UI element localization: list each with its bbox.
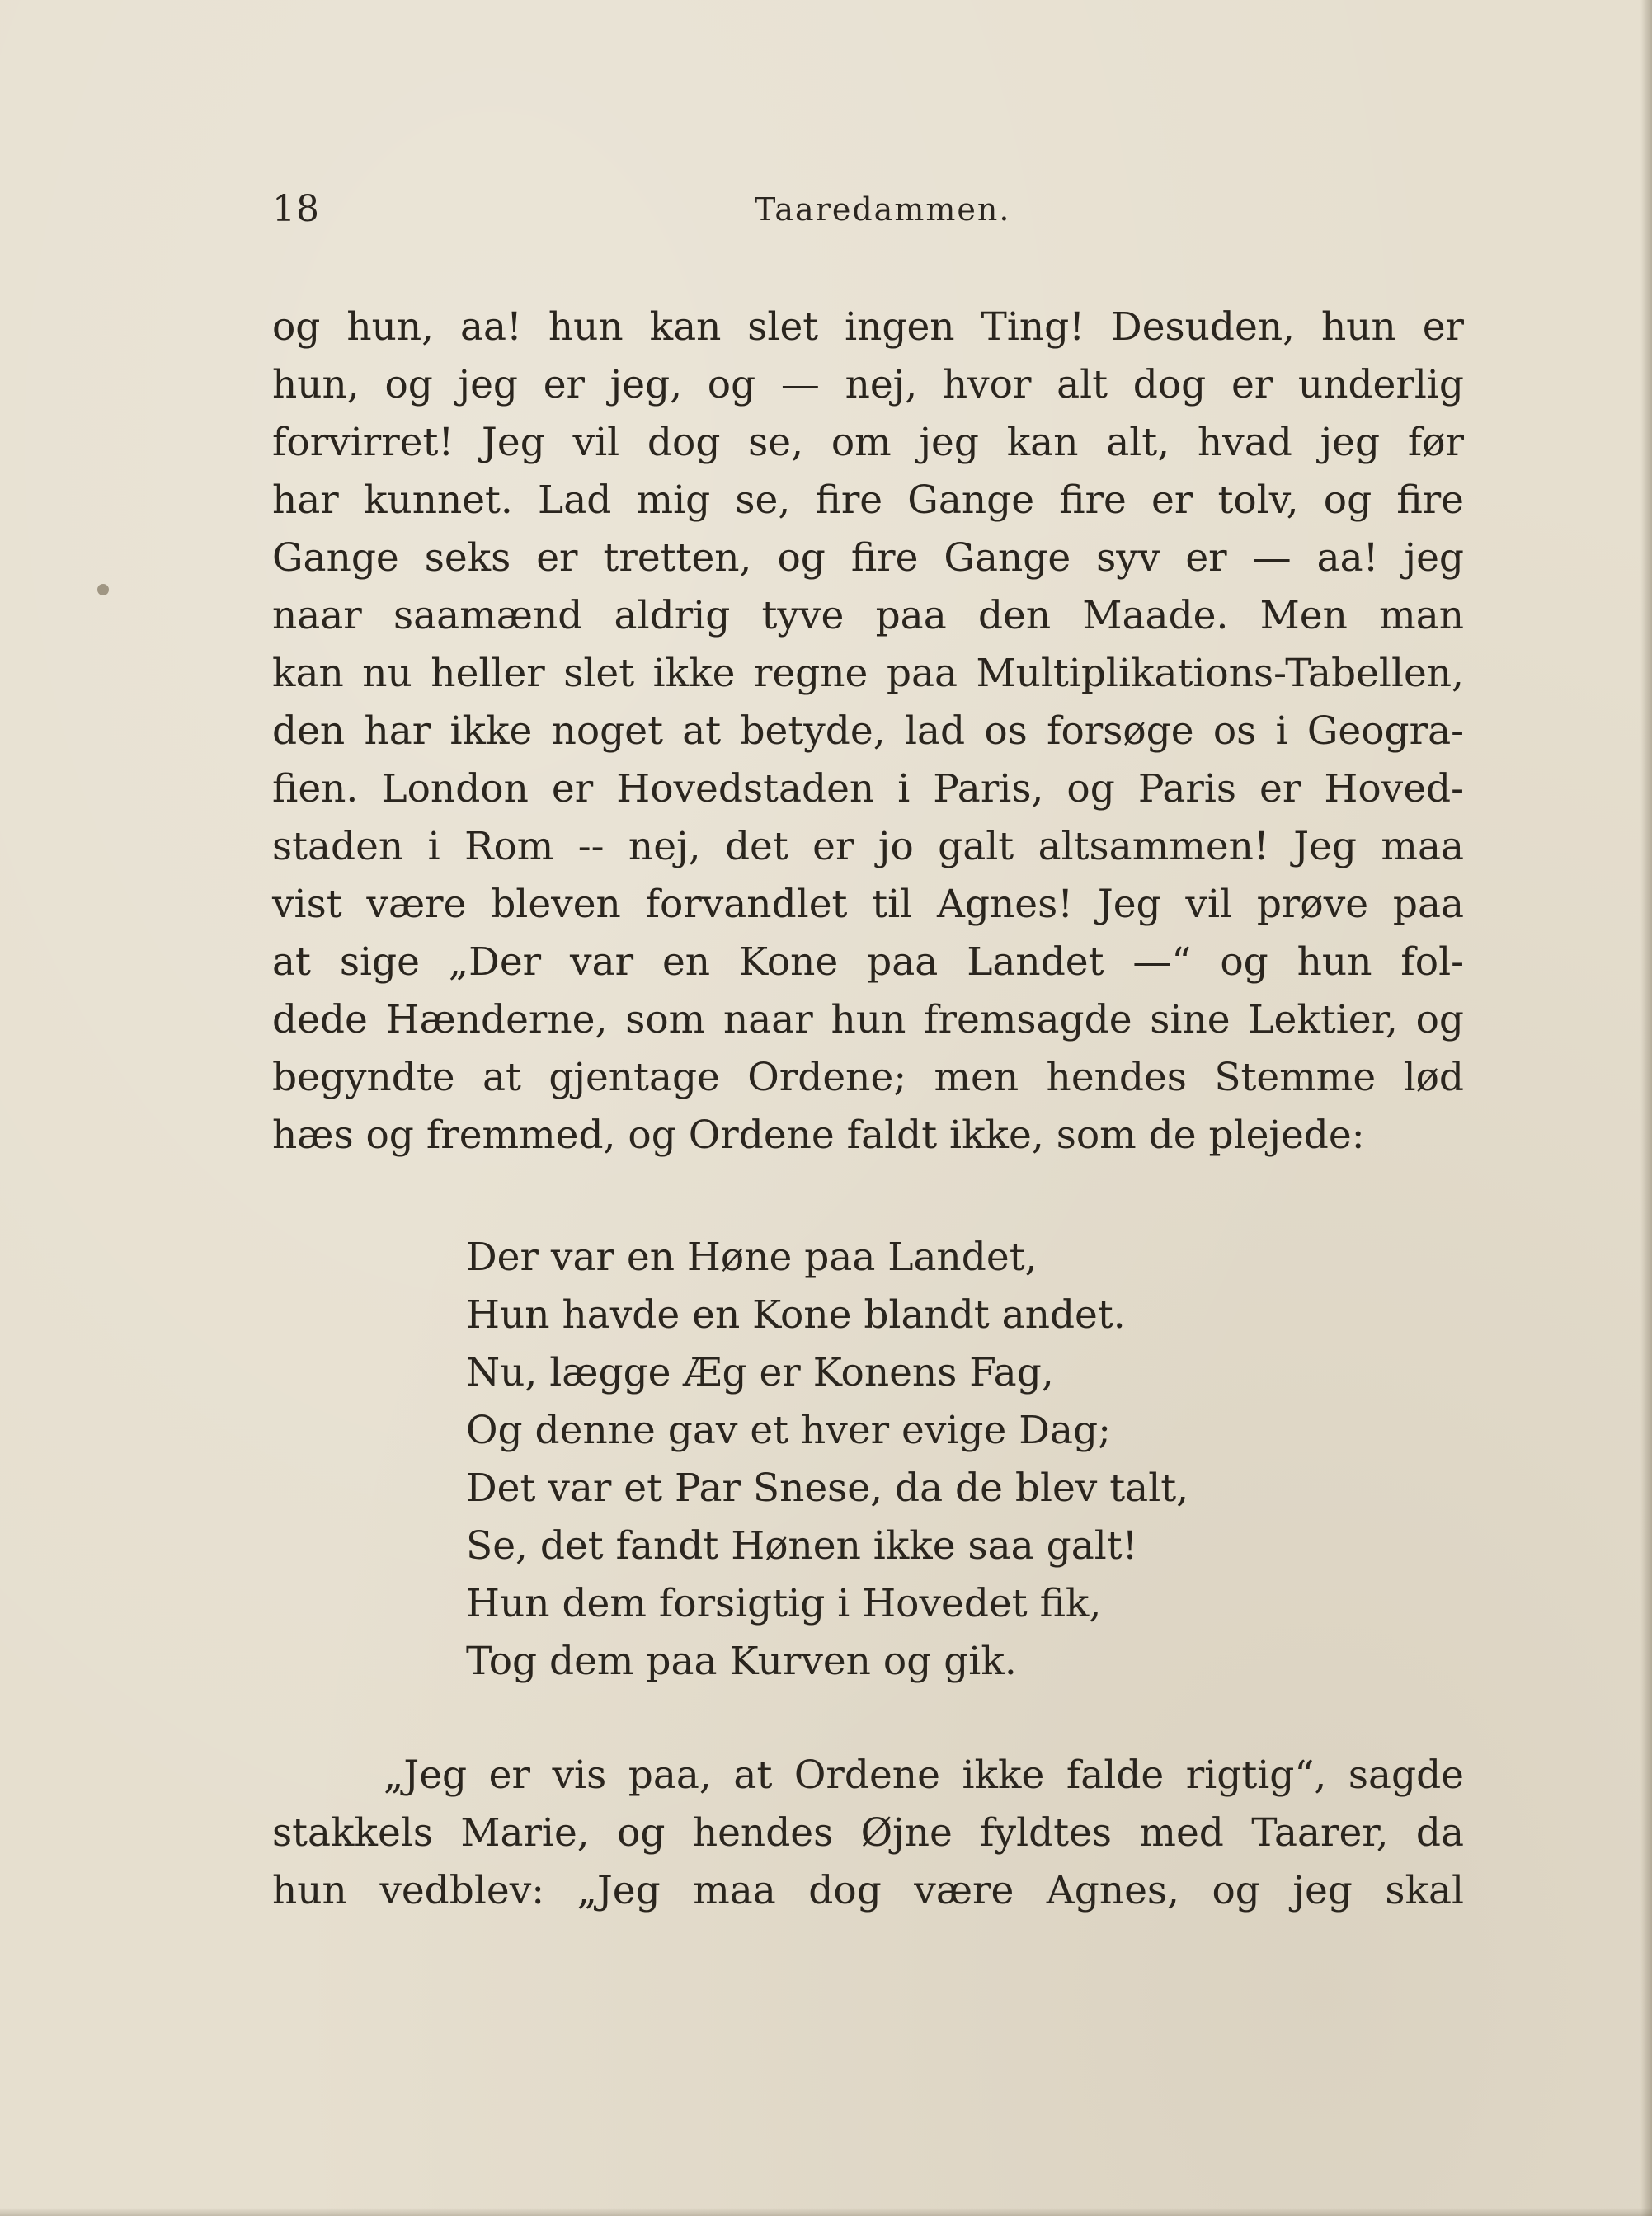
text-line: hun, og jeg er jeg, og — nej, hvor alt dog er underlig bbox=[272, 362, 1464, 407]
text-line: forvirret! Jeg vil dog se, om jeg kan alt, hvad jeg før bbox=[272, 420, 1464, 465]
page-edge-shadow bbox=[1640, 0, 1652, 2216]
text-line: Gange seks er tretten, og fire Gange syv er — aa! jeg bbox=[272, 535, 1464, 581]
verse-line: Tog dem paa Kurven og gik. bbox=[466, 1639, 1017, 1684]
text-line: vist være bleven forvandlet til Agnes! Jeg vil prøve paa bbox=[272, 882, 1464, 927]
running-head bbox=[272, 188, 1460, 238]
text-line: naar saamænd aldrig tyve paa den Maade. Men man bbox=[272, 593, 1464, 638]
paper-stain bbox=[97, 584, 109, 595]
text-line: dede Hænderne, som naar hun fremsagde sine Lektier, og bbox=[272, 997, 1464, 1042]
paragraph-2 bbox=[272, 1747, 1464, 1920]
paragraph-1 bbox=[272, 299, 1464, 1164]
text-line: „Jeg er vis paa, at Ordene ikke falde rigtig“, sagde bbox=[384, 1753, 1464, 1798]
verse-line: Der var en Høne paa Landet, bbox=[466, 1235, 1038, 1280]
verse-line: Hun dem forsigtig i Hovedet fik, bbox=[466, 1581, 1102, 1626]
page-bottom-shadow bbox=[0, 2208, 1652, 2216]
text-line: fien. London er Hovedstaden i Paris, og Paris er Hoved- bbox=[272, 766, 1464, 812]
running-title: Taaredammen. bbox=[755, 191, 1011, 228]
text-line: har kunnet. Lad mig se, fire Gange fire er tolv, og fire bbox=[272, 478, 1464, 523]
text-line: hæs og fremmed, og Ordene faldt ikke, som de plejede: bbox=[272, 1113, 1365, 1158]
text-line: at sige „Der var en Kone paa Landet —“ og hun fol- bbox=[272, 939, 1464, 985]
page-number: 18 bbox=[272, 188, 320, 230]
verse-line: Hun havde en Kone blandt andet. bbox=[466, 1292, 1126, 1338]
verse-line: Det var et Par Snese, da de blev talt, bbox=[466, 1466, 1189, 1511]
verse-line: Og denne gav et hver evige Dag; bbox=[466, 1408, 1111, 1453]
text-line: stakkels Marie, og hendes Øjne fyldtes med Taarer, da bbox=[272, 1810, 1464, 1856]
verse-block bbox=[466, 1229, 1291, 1691]
text-line: kan nu heller slet ikke regne paa Multiplikations-Tabellen, bbox=[272, 651, 1464, 696]
verse-line: Nu, lægge Æg er Konens Fag, bbox=[466, 1350, 1054, 1395]
text-line: begyndte at gjentage Ordene; men hendes Stemme lød bbox=[272, 1055, 1464, 1100]
text-line: den har ikke noget at betyde, lad os forsøge os i Geogra- bbox=[272, 708, 1464, 754]
text-line: staden i Rom -- nej, det er jo galt altsammen! Jeg maa bbox=[272, 824, 1464, 869]
text-line: hun vedblev: „Jeg maa dog være Agnes, og jeg skal bbox=[272, 1868, 1464, 1913]
text-line: og hun, aa! hun kan slet ingen Ting! Desuden, hun er bbox=[272, 304, 1464, 350]
verse-line: Se, det fandt Hønen ikke saa galt! bbox=[466, 1523, 1138, 1569]
